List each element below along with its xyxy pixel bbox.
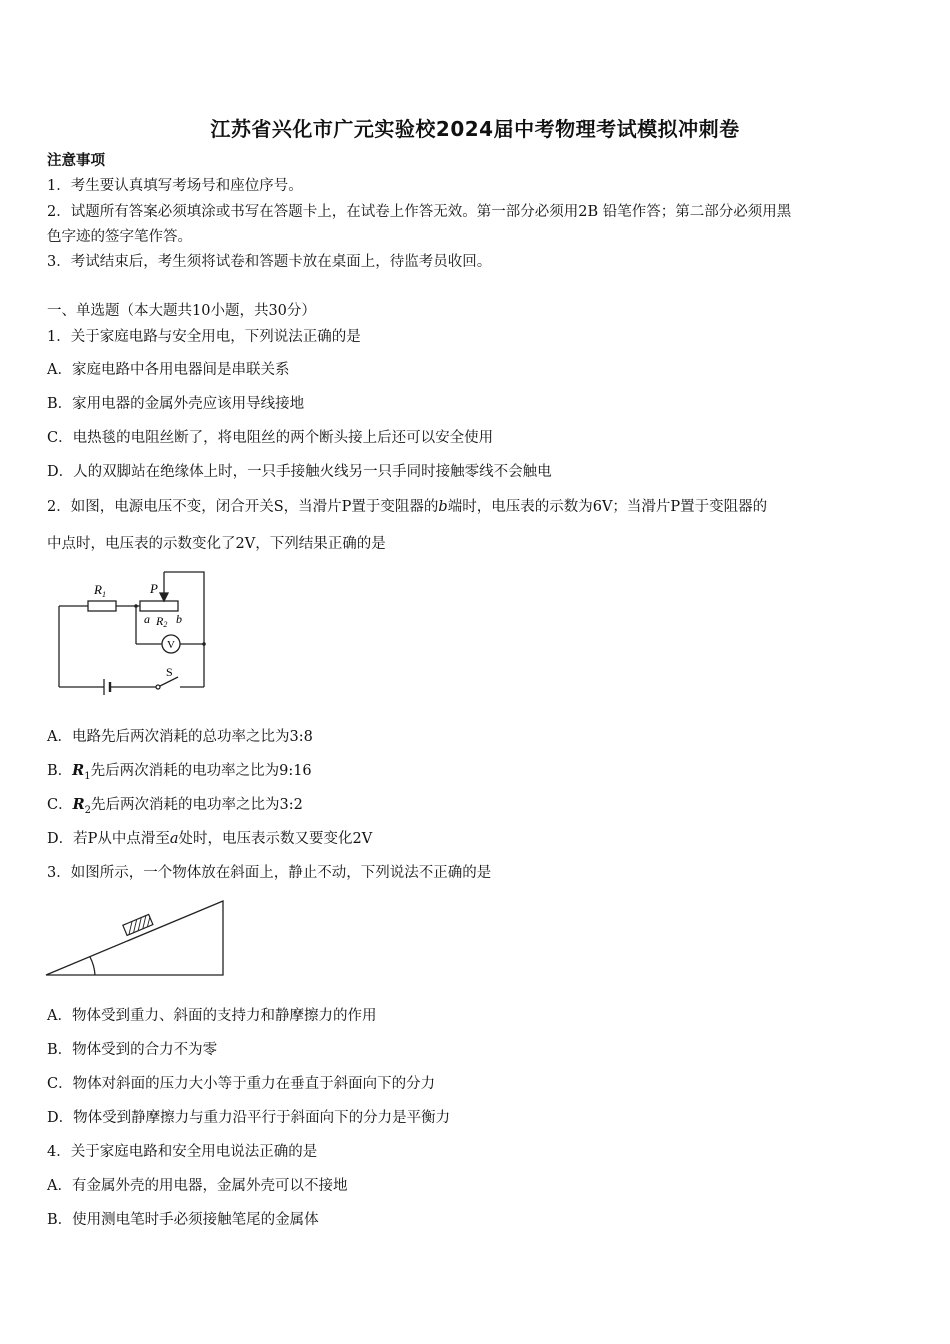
notice-item-3: 3．考试结束后，考生须将试卷和答题卡放在桌面上，待监考员收回。 [47,254,492,270]
notice-item-1: 1．考生要认真填写考场号和座位序号。 [47,178,303,194]
q3-option-a: A．物体受到重力、斜面的支持力和静摩擦力的作用 [47,1008,377,1024]
q2-option-c-r: R [72,796,85,813]
incline-triangle [46,901,223,975]
label-s: S [166,665,173,679]
notice-item-2: 2．试题所有答案必须填涂或书写在答题卡上，在试卷上作答无效。第一部分必须用2B 铅笔作答；第二部分必须用黑 [47,204,792,220]
q3-stem: 3．如图所示，一个物体放在斜面上，静止不动，下列说法不正确的是 [47,865,492,881]
q2-option-c-text: 先后两次消耗的电功率之比为3:2 [91,797,303,813]
q2-stem-line2: 中点时，电压表的示数变化了2V，下列结果正确的是 [47,536,386,552]
q2-option-d [47,829,372,849]
q2-stem-part1: 2．如图，电源电压不变，闭合开关S，当滑片P置于变阻器的 [47,499,439,515]
q1-option-c: C．电热毯的电阻丝断了，将电阻丝的两个断头接上后还可以安全使用 [47,430,494,446]
label-p: P [150,581,158,596]
q1-option-a: A．家庭电路中各用电器间是串联关系 [47,362,290,378]
q3-option-d: D．物体受到静摩擦力与重力沿平行于斜面向下的分力是平衡力 [47,1110,451,1126]
q2-option-d-part2: 处时，电压表示数又要变化2V [178,831,373,847]
q1-stem: 1．关于家庭电路与安全用电，下列说法正确的是 [47,329,361,345]
q2-option-c [47,795,303,821]
q2-option-c-sub: 2 [84,804,92,816]
label-v: V [167,639,175,651]
angle-arc [90,957,95,975]
q2-option-b-sub: 1 [84,770,91,782]
label-r1: $R_1$ [94,582,106,599]
incline-diagram [44,898,229,980]
rheostat-r2 [140,601,178,611]
junction-dot [202,642,206,646]
q1-option-b: B．家用电器的金属外壳应该用导线接地 [47,396,305,412]
resistor-r1 [88,601,116,611]
q2-option-d-a: a [169,831,179,847]
q2-option-d-part1: D．若P从中点滑至 [47,831,170,847]
q4-option-b: B．使用测电笔时手必须接触笔尾的金属体 [47,1212,319,1228]
label-a: a [144,612,150,626]
label-r2: R2 [156,614,168,629]
q2-option-a: A．电路先后两次消耗的总功率之比为3:8 [47,729,313,745]
q2-stem-part2: 端时，电压表的示数为6V；当滑片P置于变阻器的 [447,499,768,515]
q3-option-c: C．物体对斜面的压力大小等于重力在垂直于斜面向下的分力 [47,1076,436,1092]
q4-option-a: A．有金属外壳的用电器，金属外壳可以不接地 [47,1178,348,1194]
slider-arrow [160,593,168,601]
junction-dot-left [134,604,138,608]
circuit-diagram [50,565,220,695]
q2-option-b-text: 先后两次消耗的电功率之比为9:16 [90,763,312,779]
notice-heading: 注意事项 [47,152,105,169]
switch-contact [156,685,160,689]
q2-option-b [47,761,312,787]
q2-option-b-prefix: B． [47,763,73,779]
page-title: 江苏省兴化市广元实验校2024届中考物理考试模拟冲刺卷 [210,117,740,141]
section-heading: 一、单选题（本大题共10小题，共30分） [47,303,316,319]
q4-stem: 4．关于家庭电路和安全用电说法正确的是 [47,1144,318,1160]
wire-slider-right [164,572,204,644]
notice-item-2-cont: 色字迹的签字笔作答。 [47,229,192,245]
q2-stem [47,497,767,517]
q1-option-d: D．人的双脚站在绝缘体上时，一只手接触火线另一只手同时接触零线不会触电 [47,464,552,480]
q2-option-b-r: R [72,762,85,779]
label-b: b [176,612,182,626]
q2-stem-b: b [438,499,448,515]
q3-option-b: B．物体受到的合力不为零 [47,1042,218,1058]
q2-option-c-prefix: C． [47,797,73,813]
